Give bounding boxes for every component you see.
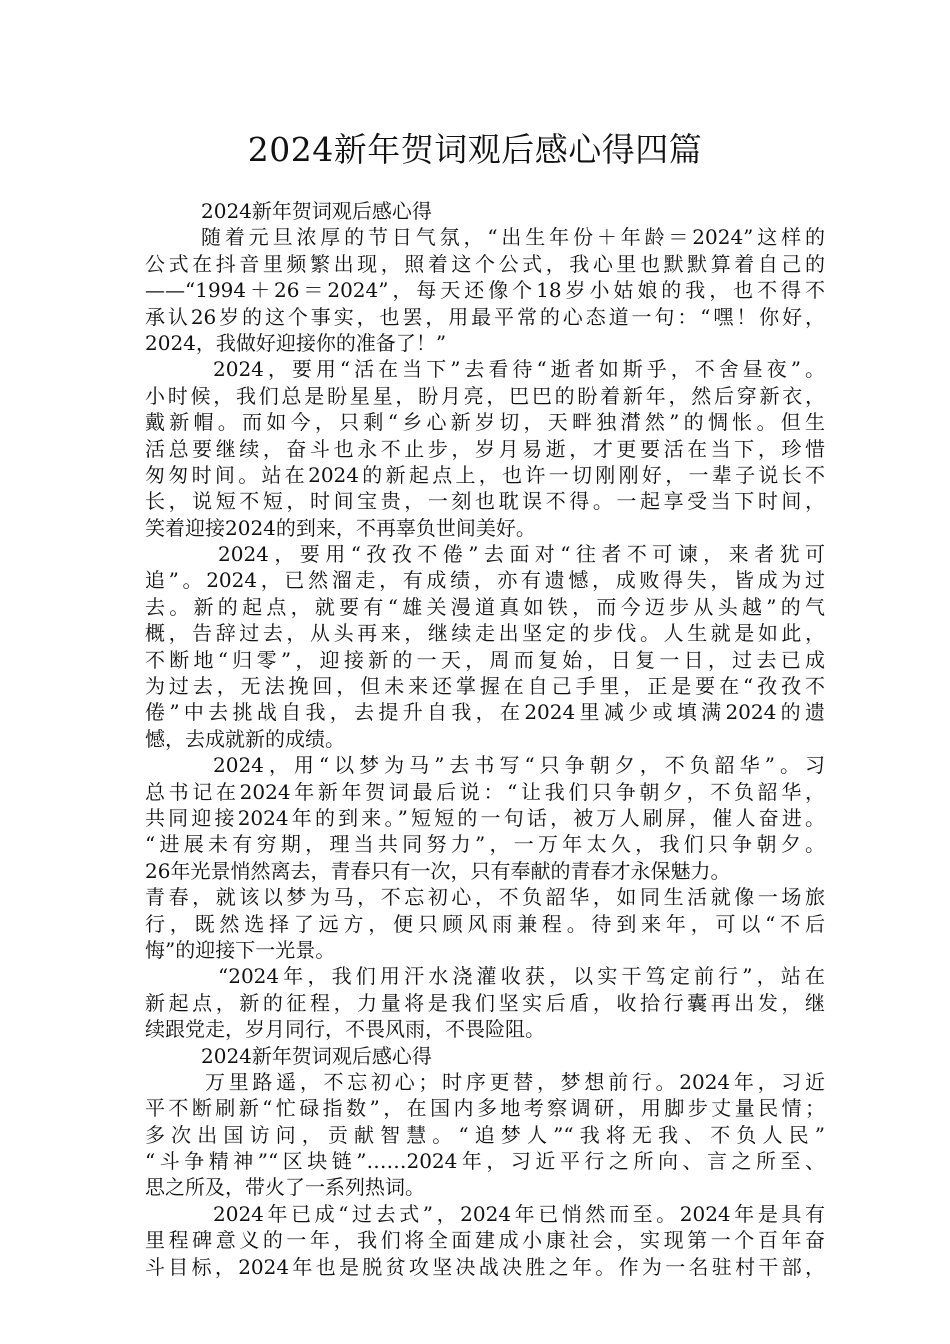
- text-line: 悔”的迎接下一光景。: [145, 937, 336, 962]
- text-line: 续跟党走，岁月同行，不畏风雨，不畏险阻。: [145, 1017, 545, 1042]
- text-line: 万里路遥，不忘初心；时序更替，梦想前行。2024年，习近: [205, 1069, 825, 1094]
- text-line: 2024，用“以梦为马”去书写“只争朝夕，不负韶华”。习: [213, 753, 825, 778]
- text-line: 概，告辞过去，从头再来，继续走出坚定的步伐。人生就是如此，: [145, 621, 825, 646]
- text-line: 活总要继续，奋斗也永不止步，岁月易逝，才更要活在当下，珍惜: [145, 436, 825, 461]
- text-line: 行，既然选择了远方，便只顾风雨兼程。待到来年，可以“不后: [145, 911, 825, 936]
- text-line: 多次出国访问，贡献智慧。“追梦人”“我将无我、不负人民”: [145, 1122, 825, 1147]
- text-line: 2024，要用“孜孜不倦”去面对“往者不可谏，来者犹可: [218, 542, 825, 567]
- text-line: 小时候，我们总是盼星星，盼月亮，巴巴的盼着新年，然后穿新衣，: [145, 383, 825, 408]
- text-line: “2024年，我们用汗水浇灌收获，以实干笃定前行”，站在: [218, 964, 825, 989]
- text-line: 随着元旦浓厚的节日气氛，“出生年份＋年龄＝2024”这样的: [201, 225, 825, 250]
- text-line: 倦”中去挑战自我，去提升自我，在2024里减少或填满2024的遗: [145, 700, 825, 725]
- text-line: 里程碑意义的一年，我们将全面建成小康社会，实现第一个百年奋: [145, 1228, 825, 1253]
- text-line: 2024，要用“活在当下”去看待“逝者如斯乎，不舍昼夜”。: [213, 357, 825, 382]
- text-line: 追”。2024，已然溜走，有成绩，亦有遗憾，成败得失，皆成为过: [145, 568, 825, 593]
- text-line: 共同迎接2024年的到来。”短短的一句话，被万人刷屏，催人奋进。: [145, 805, 825, 830]
- text-line: 笑着迎接2024的到来，不再辜负世间美好。: [145, 515, 536, 540]
- text-line: 2024新年贺词观后感心得: [201, 1043, 432, 1068]
- text-line: 承认26岁的这个事实，也罢，用最平常的心态道一句：“嘿！你好，: [145, 304, 825, 329]
- text-line: 去。新的起点，就要有“雄关漫道真如铁，而今迈步从头越”的气: [145, 594, 825, 619]
- text-line: 憾，去成就新的成绩。: [145, 726, 345, 751]
- document-body: [145, 198, 825, 1280]
- text-line: ——“1994＋26＝2024”，每天还像个18岁小姑娘的我，也不得不: [145, 278, 825, 303]
- document-title: 2024新年贺词观后感心得四篇: [247, 130, 703, 169]
- text-line: 公式在抖音里频繁出现，照着这个公式，我心里也默默算着自己的: [145, 251, 825, 276]
- text-line: 平不断刷新“忙碌指数”，在国内多地考察调研，用脚步丈量民情；: [145, 1096, 825, 1121]
- text-line: 2024，我做好迎接你的准备了！”: [145, 330, 447, 355]
- text-line: 斗目标，2024年也是脱贫攻坚决战决胜之年。作为一名驻村干部，: [145, 1254, 825, 1279]
- text-line: 新起点，新的征程，力量将是我们坚实后盾，收拾行囊再出发，继: [145, 990, 825, 1015]
- text-line: “进展未有穷期，理当共同努力”，一万年太久，我们只争朝夕。: [145, 832, 825, 857]
- text-line: 不断地“归零”，迎接新的一天，周而复始，日复一日，过去已成: [145, 647, 825, 672]
- text-line: “斗争精神”“区块链”……2024年，习近平行之所向、言之所至、: [145, 1149, 825, 1174]
- text-line: 戴新帽。而如今，只剩“乡心新岁切，天畔独潸然”的惆怅。但生: [145, 410, 825, 435]
- text-line: 26年光景悄然离去，青春只有一次，只有奉献的青春才永保魅力。: [145, 858, 731, 883]
- text-line: 总书记在2024年新年贺词最后说：“让我们只争朝夕，不负韶华，: [145, 779, 825, 804]
- text-line: 长，说短不短，时间宝贵，一刻也耽误不得。一起享受当下时间，: [145, 489, 825, 514]
- text-line: 2024新年贺词观后感心得: [201, 199, 432, 223]
- text-line: 匆匆时间。站在2024的新起点上，也许一切刚刚好，一辈子说长不: [145, 462, 825, 487]
- text-line: 为过去，无法挽回，但未来还掌握在自己手里，正是要在“孜孜不: [145, 674, 825, 699]
- text-line: 2024年已成“过去式”，2024年已悄然而至。2024年是具有: [213, 1201, 825, 1226]
- text-line: 思之所及，带火了一系列热词。: [145, 1175, 425, 1200]
- text-line: 青春，就该以梦为马，不忘初心，不负韶华，如同生活就像一场旅: [145, 885, 825, 910]
